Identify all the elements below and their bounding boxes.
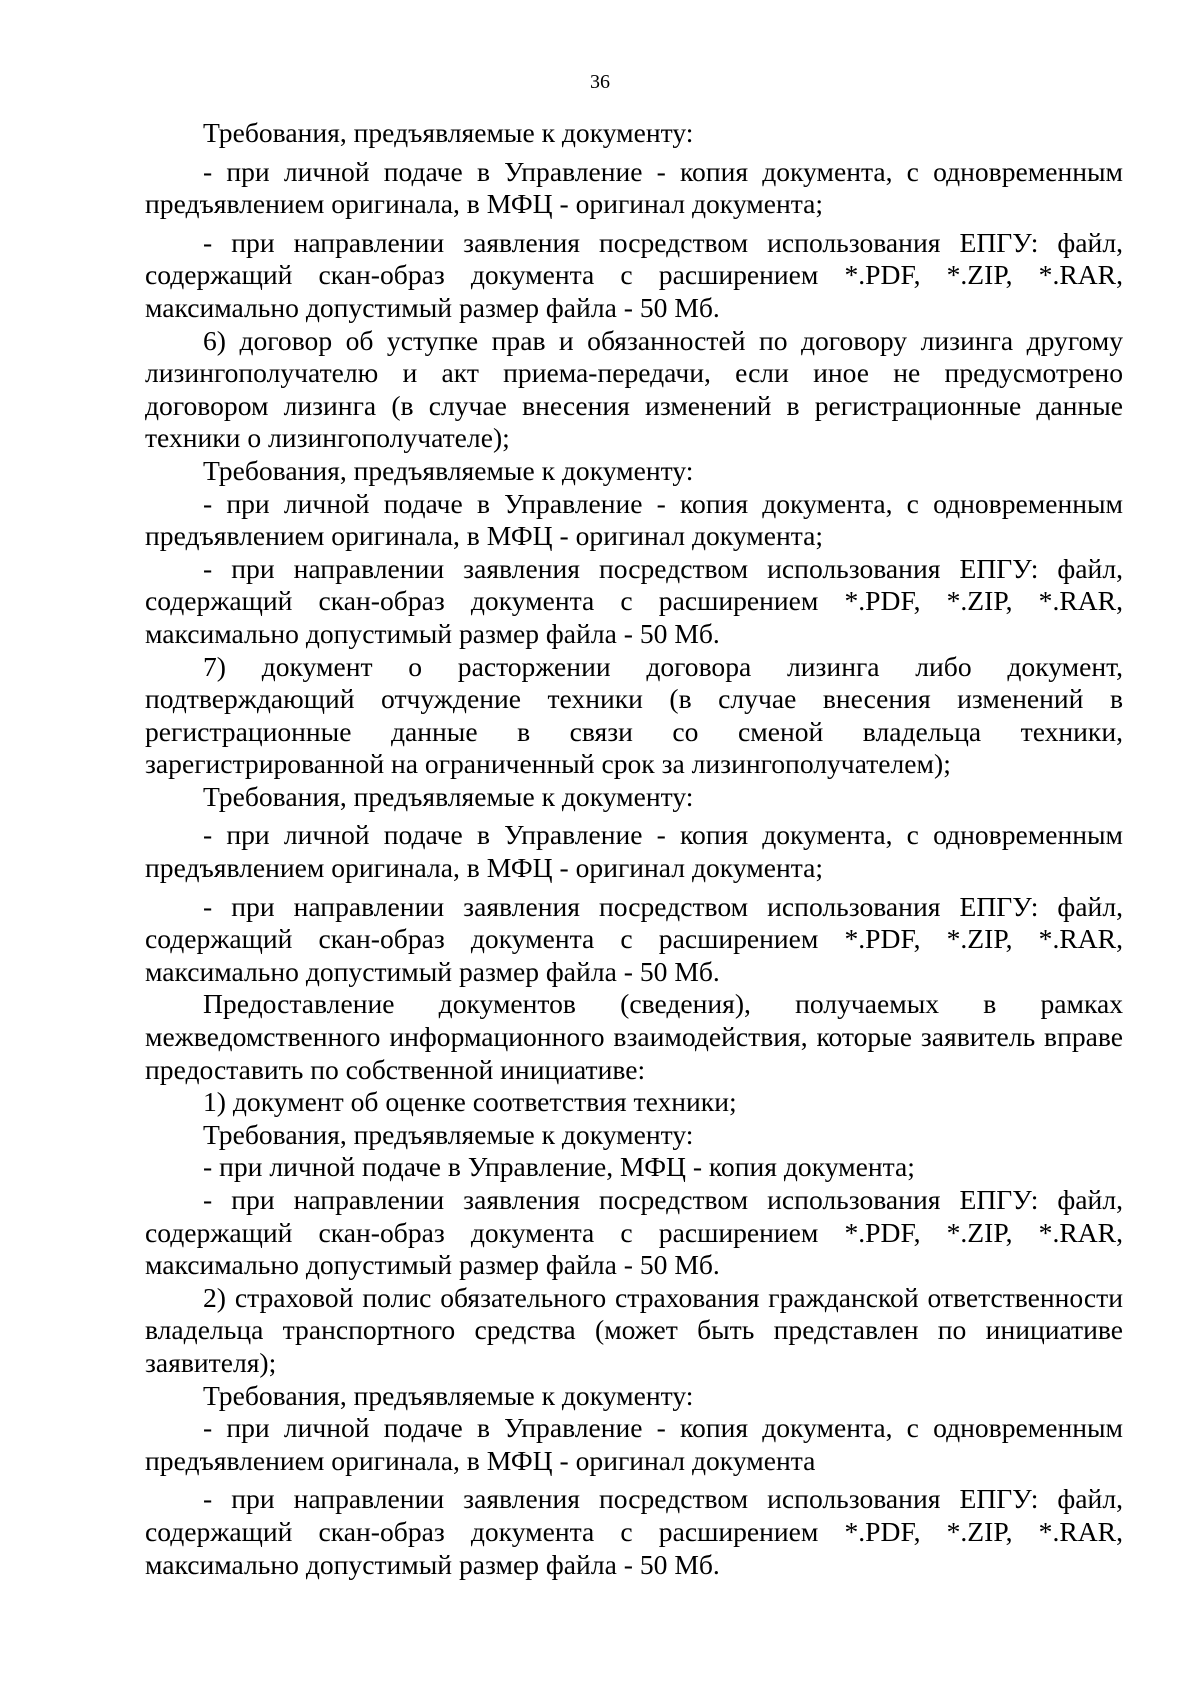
- requirements-heading: Требования, предъявляемые к документу:: [203, 780, 694, 812]
- epgu-requirement: - при направлении заявления посредством использования ЕПГУ: файл, содержащий скан-образ документа с расширением *.PDF, *.ZIP, *.RAR, максимально допустимый размер файла - 50 Мб.: [145, 890, 1123, 987]
- in-person-requirement: - при личной подаче в Управление, МФЦ - копия документа;: [203, 1151, 915, 1183]
- in-person-requirement: - при личной подаче в Управление - копия документа, с одновременным предъявлением оригинала, в МФЦ - оригинал документа;: [145, 819, 1123, 884]
- list-item-7: 7) документ о расторжении договора лизинга либо документ, подтверждающий отчуждение техники (в случае внесения изменений в регистрационные данные в связи со сменой владельца техники, зарегистрированной на ограниченный срок за лизингополучателем);: [145, 650, 1123, 780]
- requirements-heading: Требования, предъявляемые к документу:: [203, 1118, 694, 1150]
- in-person-requirement: - при личной подаче в Управление - копия документа, с одновременным предъявлением оригинала, в МФЦ - оригинал документа;: [145, 155, 1123, 220]
- in-person-requirement: - при личной подаче в Управление - копия документа, с одновременным предъявлением оригинала, в МФЦ - оригинал документа: [145, 1412, 1123, 1476]
- epgu-requirement: - при направлении заявления посредством использования ЕПГУ: файл, содержащий скан-образ документа с расширением *.PDF, *.ZIP, *.RAR, максимально допустимый размер файла - 50 Мб.: [145, 1483, 1123, 1580]
- list-item-2: 2) страховой полис обязательного страхования гражданской ответственности владельца транспортного средства (может быть представлен по инициативе заявителя);: [145, 1281, 1123, 1378]
- requirements-heading: Требования, предъявляемые к документу:: [203, 1379, 694, 1411]
- list-item-6: 6) договор об уступке прав и обязанностей по договору лизинга другому лизингополучателю и акт приема-передачи, если иное не предусмотрено договором лизинга (в случае внесения изменений в регистрационные данные техники о лизингополучателе);: [145, 324, 1123, 454]
- document-body: [145, 117, 1123, 1581]
- interagency-documents-paragraph: Предоставление документов (сведения), получаемых в рамках межведомственного информационного взаимодействия, которые заявитель вправе предоставить по собственной инициативе:: [145, 988, 1123, 1085]
- epgu-requirement: - при направлении заявления посредством использования ЕПГУ: файл, содержащий скан-образ документа с расширением *.PDF, *.ZIP, *.RAR, максимально допустимый размер файла - 50 Мб.: [145, 226, 1123, 323]
- list-item-1: 1) документ об оценке соответствия техники;: [203, 1086, 737, 1118]
- requirements-heading: Требования, предъявляемые к документу:: [203, 117, 694, 148]
- page-number: 36: [590, 71, 610, 93]
- epgu-requirement: - при направлении заявления посредством использования ЕПГУ: файл, содержащий скан-образ документа с расширением *.PDF, *.ZIP, *.RAR, максимально допустимый размер файла - 50 Мб.: [145, 1184, 1123, 1281]
- requirements-heading: Требования, предъявляемые к документу:: [203, 454, 694, 486]
- in-person-requirement: - при личной подаче в Управление - копия документа, с одновременным предъявлением оригинала, в МФЦ - оригинал документа;: [145, 487, 1123, 552]
- epgu-requirement: - при направлении заявления посредством использования ЕПГУ: файл, содержащий скан-образ документа с расширением *.PDF, *.ZIP, *.RAR, максимально допустимый размер файла - 50 Мб.: [145, 552, 1123, 649]
